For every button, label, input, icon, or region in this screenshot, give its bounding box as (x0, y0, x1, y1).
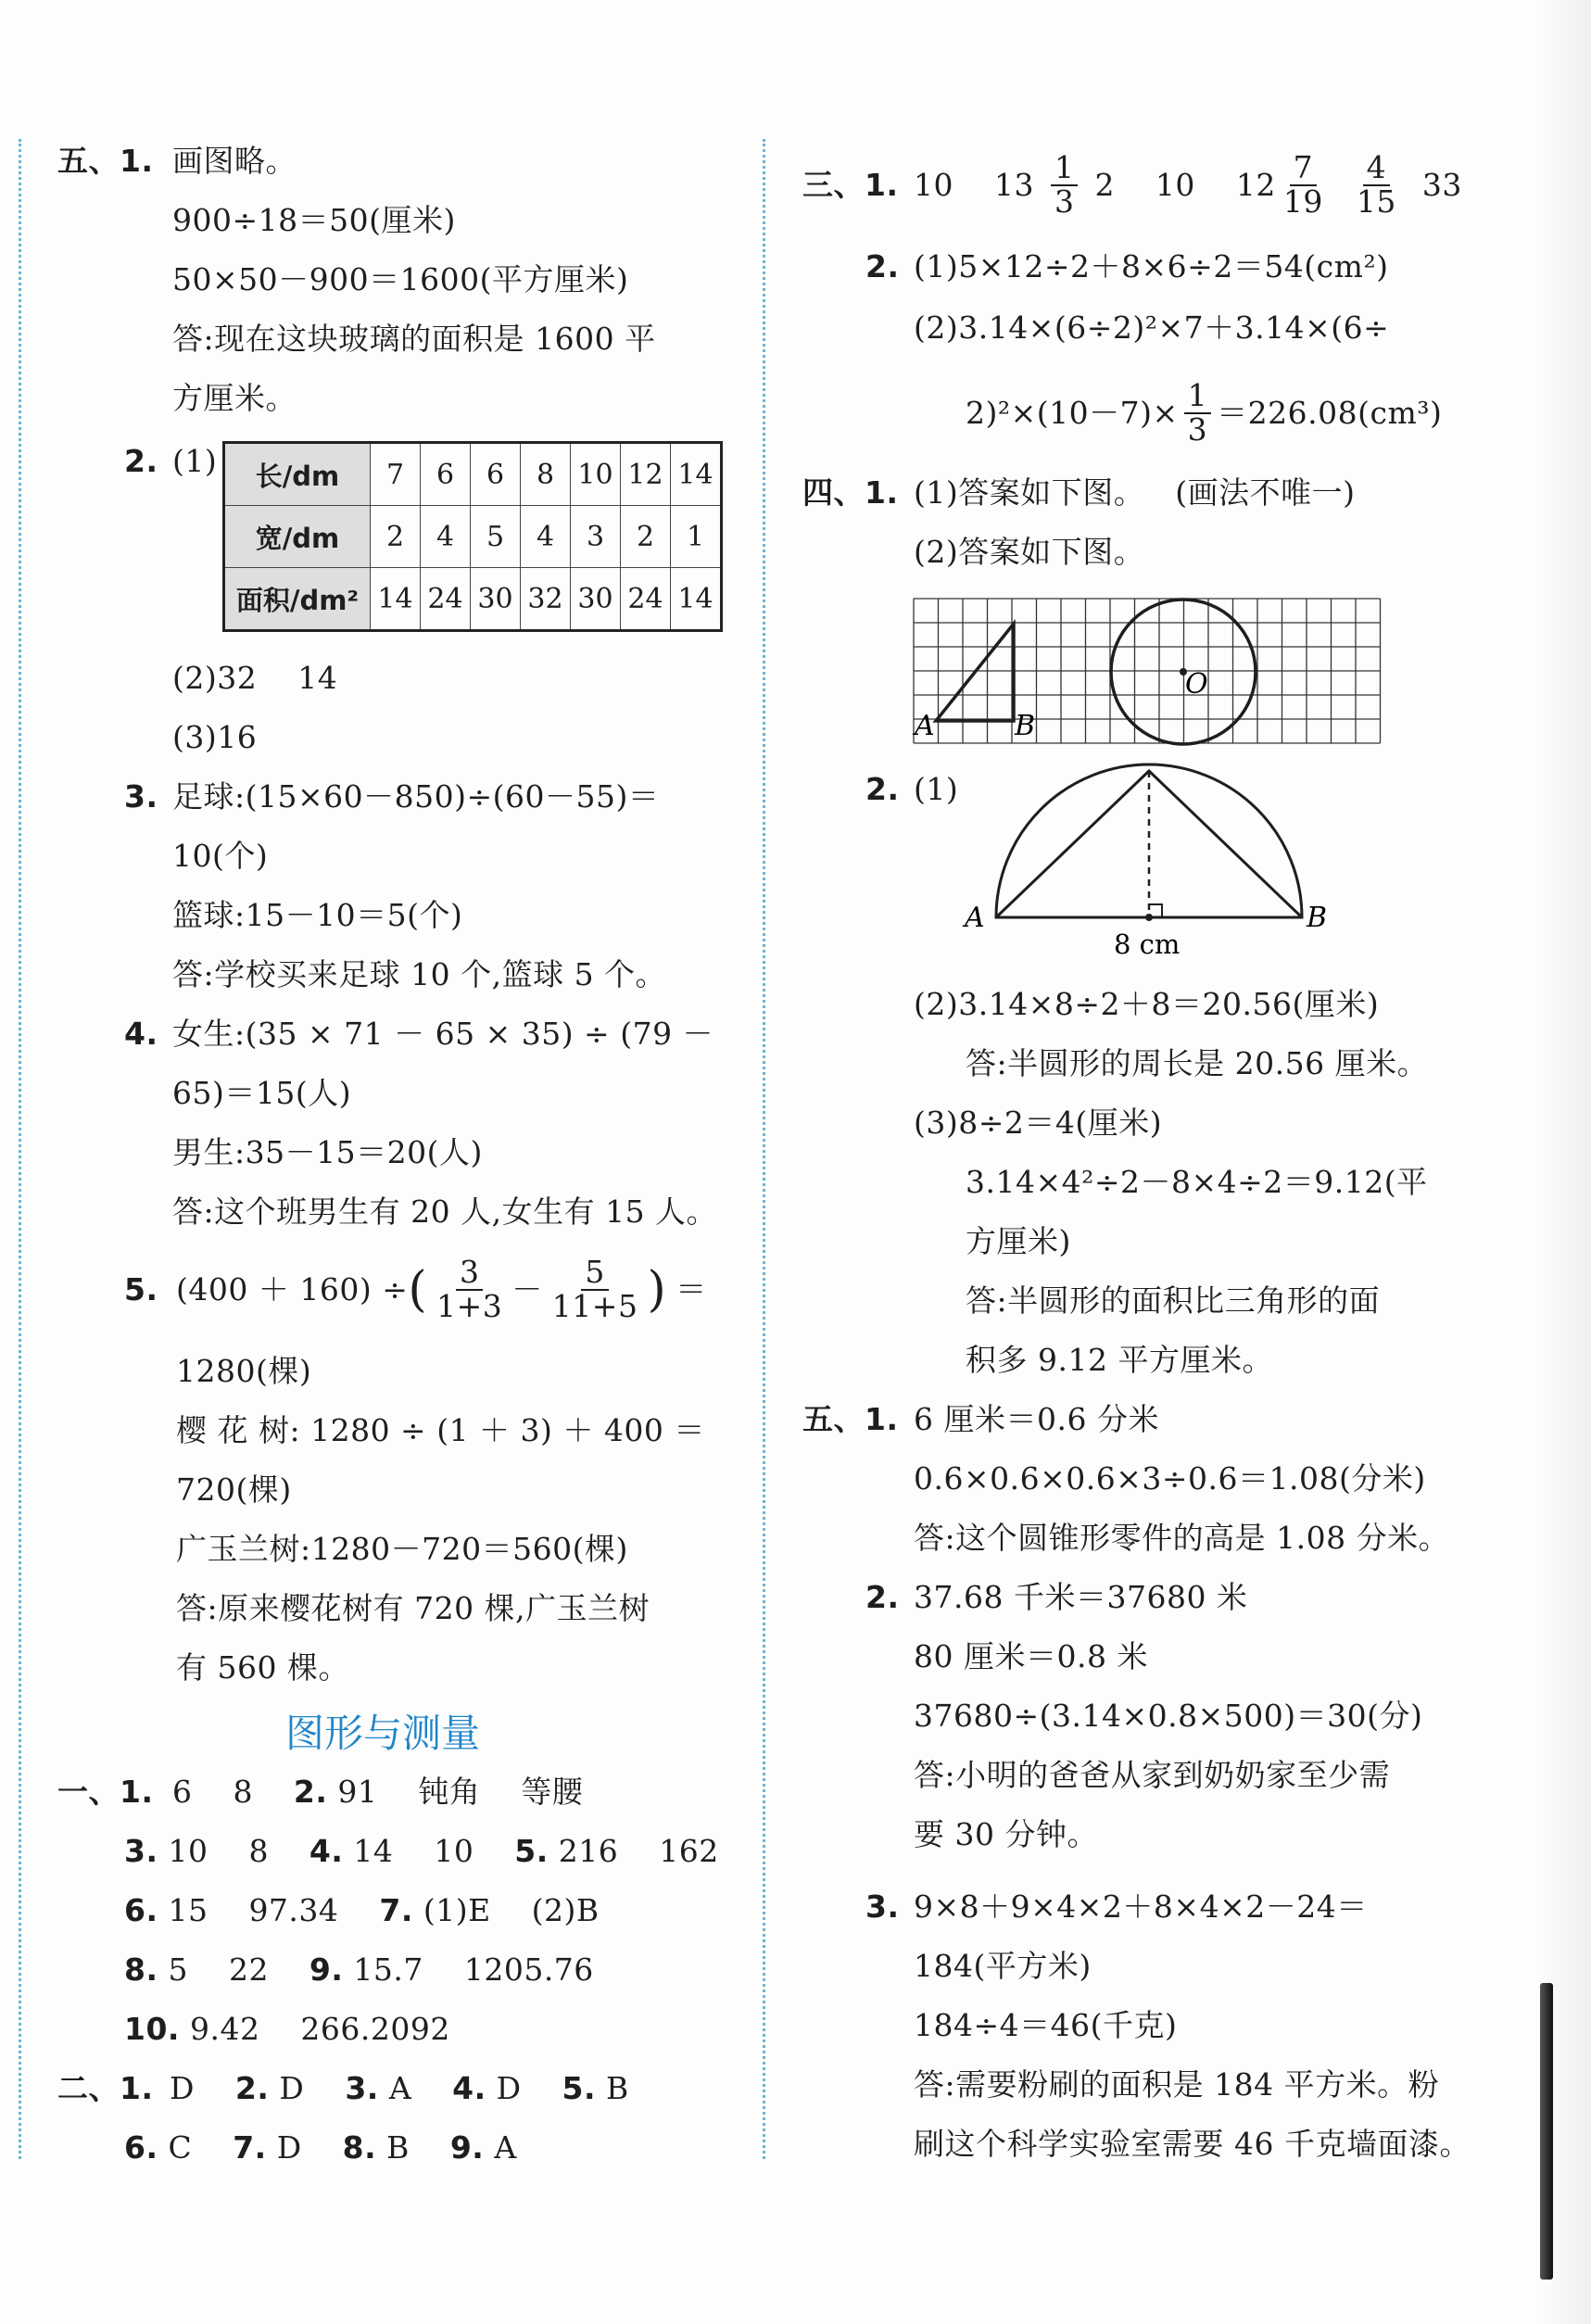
table-row (224, 443, 722, 506)
answer-text: (1)E (2)B (412, 1892, 600, 1928)
answer-line (966, 367, 1442, 460)
question-number: 9. (309, 1951, 344, 1988)
table-cell: 4 (421, 506, 471, 568)
question-number: 3. (124, 778, 158, 815)
answer-line: 80 厘米＝0.8 米 (914, 1638, 1148, 1674)
answer-line (124, 1833, 719, 1870)
answer-text: D (486, 2070, 562, 2106)
answer-line: 10(个) (172, 838, 269, 874)
section-4-label: 四、1. (802, 474, 899, 511)
equals-sign: ＝ (676, 1271, 707, 1307)
question-number: 5. (562, 2070, 597, 2106)
answer-line: 3.14×4²÷2－8×4÷2＝9.12(平 (966, 1164, 1428, 1200)
table-cell: 10 (571, 443, 621, 506)
answer-line (124, 1892, 600, 1929)
table-cell: 30 (571, 568, 621, 631)
table-row (224, 506, 722, 568)
answer-line: (2)答案如下图。 (914, 534, 1145, 570)
numerator: 4 (1363, 152, 1391, 186)
answer-line (172, 1774, 583, 1811)
question-number: 8. (124, 1951, 158, 1988)
point-label: O (1185, 668, 1208, 701)
answer-line: (3)8÷2＝4(厘米) (914, 1105, 1163, 1141)
page-edge-shadow (1538, 0, 1591, 2324)
denominator: 3 (1187, 411, 1208, 448)
table-header: 面积/dm² (224, 568, 371, 631)
answer-line: 足球:(15×60－850)÷(60－55)＝ (172, 778, 660, 815)
fraction (433, 1254, 506, 1324)
center-dot (1145, 914, 1153, 921)
answer-line: 答:现在这块玻璃的面积是 1600 平 (172, 321, 656, 357)
question-number: 2. (865, 1579, 900, 1615)
answer-line: 有 560 棵。 (176, 1649, 349, 1686)
numerator: 5 (581, 1257, 609, 1291)
question-number: 10. (124, 2011, 180, 2047)
table-cell: 32 (521, 568, 571, 631)
answer-text: D (159, 2070, 235, 2106)
answer-line: 积多 9.12 平方厘米。 (966, 1342, 1273, 1378)
answer-text: B (596, 2070, 629, 2106)
question-number: 5. (514, 1833, 549, 1869)
answer-text: ＝226.08(cm³) (1217, 395, 1443, 431)
denominator: 1+3 (436, 1288, 503, 1324)
question-number: 8. (342, 2129, 377, 2166)
question-number: 2. (865, 771, 900, 807)
question-number: 4. (452, 2070, 486, 2106)
answer-line: 男生:35－15＝20(人) (172, 1134, 483, 1170)
answer-text: 2)²×(10－7)× (966, 395, 1179, 431)
answer-line: 答:半圆形的面积比三角形的面 (966, 1282, 1381, 1319)
table-cell: 2 (621, 506, 671, 568)
answer-line: 答:半圆形的周长是 20.56 厘米。 (966, 1045, 1429, 1081)
answer-line: 答:这个班男生有 20 人,女生有 15 人。 (172, 1194, 718, 1230)
answer-line: 37.68 千米＝37680 米 (914, 1579, 1248, 1615)
answer-text: C (158, 2129, 234, 2166)
question-number: 3. (865, 1888, 900, 1925)
table-cell: 12 (621, 443, 671, 506)
table-row (224, 568, 722, 631)
answer-line: 184(平方米) (914, 1948, 1092, 1984)
point-label: A (915, 710, 935, 742)
table-cell: 3 (571, 506, 621, 568)
question-number: 4. (309, 1833, 344, 1869)
answer-line: 画图略。 (172, 143, 297, 179)
question-number: 2. (293, 1774, 328, 1810)
answer-line: (2)3.14×(6÷2)²×7＋3.14×(6÷ (914, 309, 1390, 346)
answer-line: 65)＝15(人) (172, 1075, 352, 1111)
question-number: 2. (865, 248, 900, 284)
answer-line: 樱 花 树: 1280 ÷ (1 ＋ 3) ＋ 400 ＝ (176, 1412, 705, 1448)
fraction (549, 1254, 642, 1324)
section-2-label: 二、1. (57, 2070, 154, 2106)
answer-text: 216 162 (548, 1833, 719, 1869)
numerator: 3 (456, 1257, 484, 1291)
minus-sign: － (511, 1271, 543, 1307)
answer-line: 0.6×0.6×0.6×3÷0.6＝1.08(分米) (914, 1460, 1426, 1497)
answer-line (914, 139, 1462, 232)
answer-line: (1)答案如下图。 (画法不唯一) (914, 474, 1356, 511)
question-number: 4. (124, 1016, 158, 1052)
table-cell: 4 (521, 506, 571, 568)
table-cell: 7 (371, 443, 421, 506)
answer-line: 184÷4＝46(千克) (914, 2007, 1178, 2043)
denominator: 15 (1356, 183, 1396, 220)
question-number: 6. (124, 1892, 158, 1928)
answer-line (124, 2011, 450, 2048)
fraction (1184, 377, 1212, 448)
left-margin-dotted-line (19, 139, 21, 2159)
answer-line: 篮球:15－10＝5(个) (172, 897, 463, 933)
answer-line: 答:这个圆锥形零件的高是 1.08 分米。 (914, 1520, 1450, 1556)
fraction (1353, 149, 1400, 220)
answer-line: 50×50－900＝1600(平方厘米) (172, 261, 629, 297)
table-cell: 5 (471, 506, 521, 568)
dimension-label: 8 cm (1114, 928, 1181, 960)
answer-line: 女生:(35 × 71 － 65 × 35) ÷ (79 － (172, 1016, 714, 1052)
answer-line: 答:需要粉刷的面积是 184 平方米。粉 (914, 2066, 1440, 2103)
answer-text: 5 22 (158, 1951, 309, 1988)
question-number: 7. (379, 1892, 413, 1928)
question-number: 2. (234, 2070, 270, 2106)
answer-line: (2)3.14×8÷2＋8＝20.56(厘米) (914, 986, 1380, 1022)
left-paren: ( (408, 1262, 428, 1318)
answer-text: A (484, 2129, 517, 2166)
point-label: A (965, 902, 985, 934)
answer-text: 15.7 1205.76 (343, 1951, 594, 1988)
answer-line: (1)5×12÷2＋8×6÷2＝54(cm²) (914, 248, 1389, 284)
table-cell: 14 (671, 443, 722, 506)
answer-line: 广玉兰树:1280－720＝560(棵) (176, 1531, 628, 1567)
answer-text: A (378, 2070, 453, 2106)
table-cell: 14 (671, 568, 722, 631)
answer-line: 方厘米。 (172, 380, 297, 416)
answer-text: 9.42 266.2092 (179, 2011, 450, 2047)
denominator: 11+5 (551, 1288, 638, 1324)
denominator: 19 (1282, 183, 1323, 220)
question-number: 3. (345, 2070, 379, 2106)
answer-text: B (376, 2129, 450, 2166)
fraction-expression (176, 1245, 707, 1334)
semicircle-figure (964, 764, 1334, 968)
table-cell: 6 (421, 443, 471, 506)
section-title: 图形与测量 (285, 1711, 481, 1756)
numerator: 1 (1051, 152, 1079, 186)
table-cell: 1 (671, 506, 722, 568)
answer-line: 刷这个科学实验室需要 46 千克墙面漆。 (914, 2126, 1471, 2162)
right-paren: ) (647, 1262, 667, 1318)
answer-text: D (269, 2070, 346, 2106)
table-cell: 24 (421, 568, 471, 631)
column-divider-dotted-line (763, 139, 765, 2159)
binding-edge (1540, 1983, 1553, 2280)
numerator: 1 (1184, 380, 1212, 414)
table-header: 宽/dm (224, 506, 371, 568)
answer-line: 答:小明的爸爸从家到奶奶家至少需 (914, 1757, 1391, 1793)
question-number: 9. (449, 2129, 485, 2166)
answer-line: 720(棵) (176, 1471, 292, 1508)
answer-line: (2)32 14 (172, 660, 338, 696)
table-cell: 2 (371, 506, 421, 568)
answer-text: D (266, 2129, 343, 2166)
table-cell: 14 (371, 568, 421, 631)
answer-line: 方厘米) (966, 1223, 1071, 1259)
answer-text: 33 (1421, 167, 1462, 203)
section-5-label: 五、1. (802, 1401, 899, 1437)
expression-prefix: (400 ＋ 160) ÷ (176, 1271, 409, 1307)
question-number: 7. (233, 2129, 267, 2166)
grid-figure (913, 598, 1382, 742)
triangle-shape (936, 624, 1014, 721)
answer-line: 答:学校买来足球 10 个,篮球 5 个。 (172, 956, 667, 992)
section-1-label: 一、1. (57, 1774, 154, 1810)
answer-line (124, 2129, 517, 2166)
table-header: 长/dm (224, 443, 371, 506)
section-5-label: 五、1. (57, 143, 154, 179)
fraction (1280, 149, 1327, 220)
part-label: (1) (172, 443, 218, 479)
answer-line: 37680÷(3.14×0.8×500)＝30(分) (914, 1698, 1423, 1734)
question-number: 2. (124, 443, 158, 479)
answer-text: 2 10 12 (1094, 167, 1276, 203)
point-label: B (1307, 902, 1328, 934)
answer-line: 1280(棵) (176, 1353, 312, 1389)
answer-line: (3)16 (172, 719, 258, 755)
answer-line (159, 2070, 629, 2107)
answer-text: 10 13 (914, 167, 1034, 203)
part-label: (1) (914, 771, 959, 807)
answer-line: 要 30 分钟。 (914, 1816, 1098, 1852)
answer-text: 15 97.34 (158, 1892, 380, 1928)
question-number: 3. (124, 1833, 158, 1869)
answer-text: 10 8 (158, 1833, 309, 1869)
denominator: 3 (1054, 183, 1075, 220)
table-cell: 30 (471, 568, 521, 631)
answer-line: 答:原来樱花树有 720 棵,广玉兰树 (176, 1590, 650, 1626)
section-3-label: 三、1. (802, 167, 899, 203)
answer-line: 9×8＋9×4×2＋8×4×2－24＝ (914, 1888, 1368, 1925)
dimension-table (222, 441, 723, 632)
answer-line: 6 厘米＝0.6 分米 (914, 1401, 1159, 1437)
question-number: 6. (124, 2129, 158, 2166)
numerator: 7 (1290, 152, 1318, 186)
answer-text: 91 钝角 等腰 (327, 1774, 584, 1810)
table-cell: 24 (621, 568, 671, 631)
table-cell: 6 (471, 443, 521, 506)
fraction (1051, 149, 1079, 220)
answer-line (124, 1951, 594, 1989)
question-number: 5. (124, 1271, 158, 1307)
point-label: B (1015, 710, 1036, 742)
answer-text: 14 10 (343, 1833, 515, 1869)
table-cell: 8 (521, 443, 571, 506)
answer-line: 900÷18＝50(厘米) (172, 202, 456, 238)
answer-text: 6 8 (172, 1774, 294, 1810)
